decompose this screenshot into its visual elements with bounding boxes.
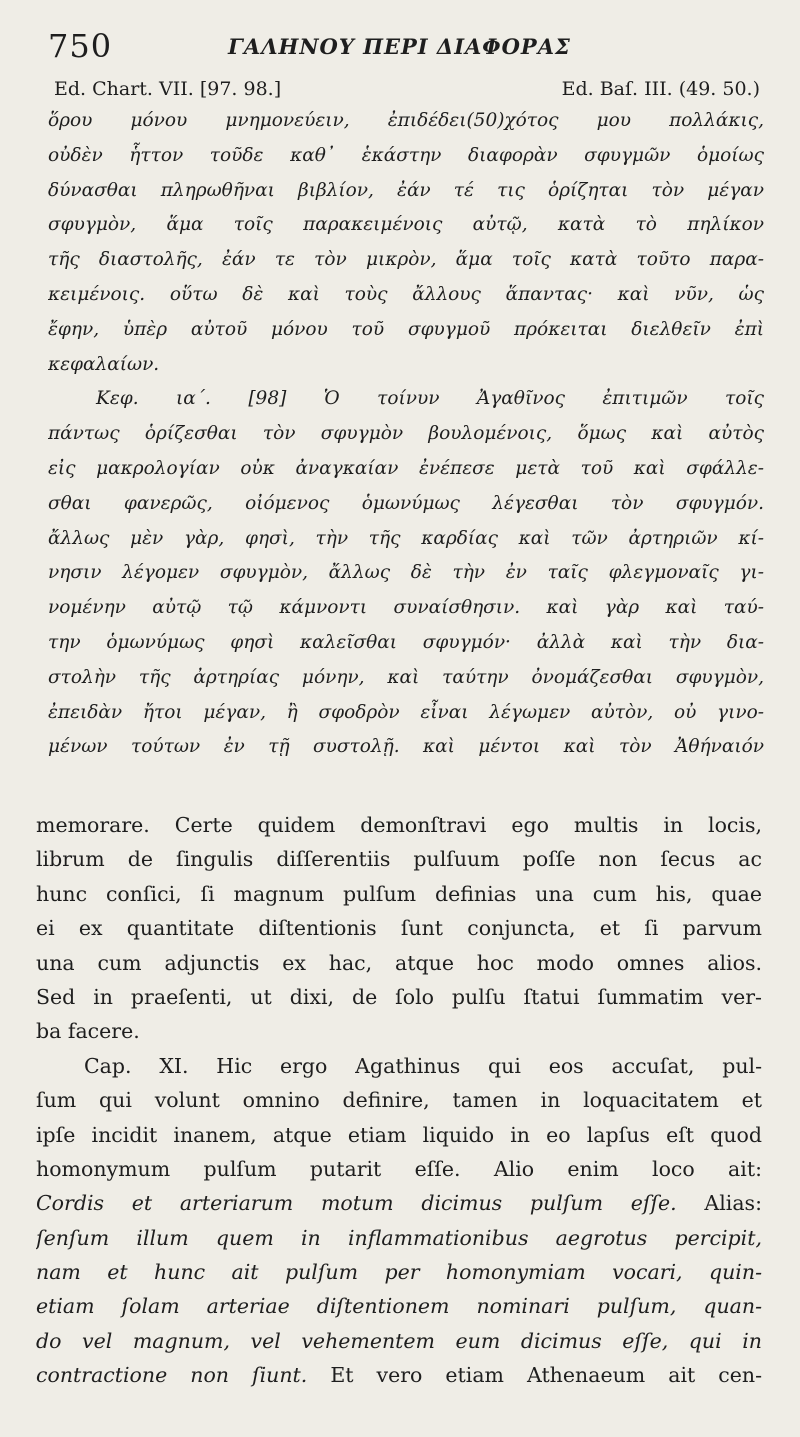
greek-line: νησιν λέγομεν σφυγμὸν, ἄλλως δὲ τὴν ἐν ταῖς φλεγμοναῖς γι- <box>48 562 764 584</box>
latin-quote: Cordis et arteriarum motum dicimus pulſum eſſe. <box>36 1191 677 1216</box>
latin-line: Sed in praeſenti, ut dixi, de ſolo pulſu ſtatui ſummatim ver- <box>36 984 762 1009</box>
greek-line: ὅρου μόνου μνημονεύειν, ἐπιδέδει(50)χότος μου πολλάκις, <box>48 110 764 131</box>
running-title: ΓΑΛΗΝΟΥ ΠΕΡΙ ΔΙΑΦΟΡΑΣ <box>228 34 571 59</box>
greek-line: τῆς διαστολῆς, ἐάν τε τὸν μικρὸν, ἅμα τοῖς κατὰ τοῦτο παρα- <box>48 249 764 271</box>
page-number: 750 <box>48 27 113 65</box>
latin-line: memorare. Certe quidem demonſtravi ego multis in locis, <box>36 813 762 837</box>
latin-line: hunc conſici, ſi magnum pulſum definias una cum his, quae <box>36 881 762 906</box>
greek-line: κεφαλαίων. <box>48 353 160 375</box>
latin-text-block <box>36 808 762 1393</box>
edition-chartier: Ed. Chart. VII. [97. 98.] <box>54 78 282 100</box>
latin-line: ſum qui volunt omnino definire, tamen in loquacitatem et <box>36 1088 762 1113</box>
greek-line: σθαι φανερῶς, οἰόμενος ὁμωνύμως λέγεσθαι τὸν σφυγμόν. <box>48 492 764 514</box>
greek-line: ἔφην, ὑπὲρ αὐτοῦ μόνου τοῦ σφυγμοῦ πρόκειται διελθεῖν ἐπὶ <box>48 318 764 340</box>
edition-references <box>54 74 760 104</box>
latin-text: Et vero etiam Athenaeum ait cen- <box>330 1363 762 1388</box>
latin-line-mixed <box>36 1358 762 1392</box>
latin-chapter-heading-line: Cap. XI. Hic ergo Agathinus qui eos accuſat, pul- <box>84 1053 762 1078</box>
latin-quote-line: etiam ſolam arteriae diſtentionem nominari pulſum, quan- <box>36 1294 762 1319</box>
greek-line: πάντως ὁρίζεσθαι τὸν σφυγμὸν βουλομένοις, ὅμως καὶ αὐτὸς <box>48 423 764 445</box>
greek-line: ἄλλως μὲν γὰρ, φησὶ, τὴν τῆς καρδίας καὶ τῶν ἀρτηριῶν κί- <box>48 527 764 549</box>
latin-line: ipſe incidit inanem, atque etiam liquido in eo lapſus eſt quod <box>36 1122 762 1147</box>
latin-text: Alias: <box>704 1191 762 1216</box>
greek-line: οὐδὲν ἧττον τοῦδε καθ᾽ ἑκάστην διαφορὰν σφυγμῶν ὁμοίως <box>48 144 764 166</box>
greek-chapter-heading-line: Κεφ. ια΄. [98] Ὁ τοίνυν Ἀγαθῖνος ἐπιτιμῶν τοῖς <box>96 388 764 410</box>
greek-line: κειμένοις. οὕτω δὲ καὶ τοὺς ἄλλους ἅπαντας· καὶ νῦν, ὡς <box>48 283 764 305</box>
latin-quote: contractione non ſiunt. <box>36 1363 308 1388</box>
latin-line: homonymum pulſum putarit eſſe. Alio enim loco ait: <box>36 1156 762 1181</box>
greek-line: εἰς μακρολογίαν οὐκ ἀναγκαίαν ἐνέπεσε μετὰ τοῦ καὶ σφάλλε- <box>48 457 764 479</box>
latin-quote-line: do vel magnum, vel vehementem eum dicimus eſſe, qui in <box>36 1328 762 1353</box>
greek-line: νομένην αὐτῷ τῷ κάμνοντι συναίσθησιν. καὶ γὰρ καὶ ταύ- <box>48 597 764 619</box>
latin-quote-line: ſenſum illum quem in inflammationibus aegrotus percipit, <box>36 1225 762 1250</box>
greek-line: δύνασθαι πληρωθῆναι βιβλίον, ἐάν τέ τις ὁρίζηται τὸν μέγαν <box>48 179 764 201</box>
latin-line: ei ex quantitate diſtentionis ſunt conjuncta, et ſi parvum <box>36 916 762 941</box>
edition-basel: Ed. Baſ. III. (49. 50.) <box>561 78 760 100</box>
latin-line: una cum adjunctis ex hac, atque hoc modo omnes alios. <box>36 950 762 975</box>
latin-line-mixed <box>36 1186 762 1220</box>
greek-line: σφυγμὸν, ἅμα τοῖς παρακειμένοις αὐτῷ, κατὰ τὸ πηλίκον <box>48 214 764 236</box>
latin-line: librum de ſingulis diſſerentiis pulſuum poſſe non ſecus ac <box>36 847 762 872</box>
greek-text-block <box>48 104 764 765</box>
page-header <box>0 26 800 66</box>
greek-line: ἐπειδὰν ἤτοι μέγαν, ἢ σφοδρὸν εἶναι λέγωμεν αὐτὸν, οὐ γινο- <box>48 701 764 723</box>
latin-quote-line: nam et hunc ait pulſum per homonymiam vocari, quin- <box>36 1260 762 1285</box>
latin-line: ba facere. <box>36 1019 140 1044</box>
greek-line: την ὁμωνύμως φησὶ καλεῖσθαι σφυγμόν· ἀλλὰ καὶ τὴν δια- <box>48 631 764 653</box>
greek-line: μένων τούτων ἐν τῇ συστολῇ. καὶ μέντοι καὶ τὸν Ἀθήναιόν <box>48 736 764 758</box>
greek-line: στολὴν τῆς ἀρτηρίας μόνην, καὶ ταύτην ὀνομάζεσθαι σφυγμὸν, <box>48 666 764 688</box>
